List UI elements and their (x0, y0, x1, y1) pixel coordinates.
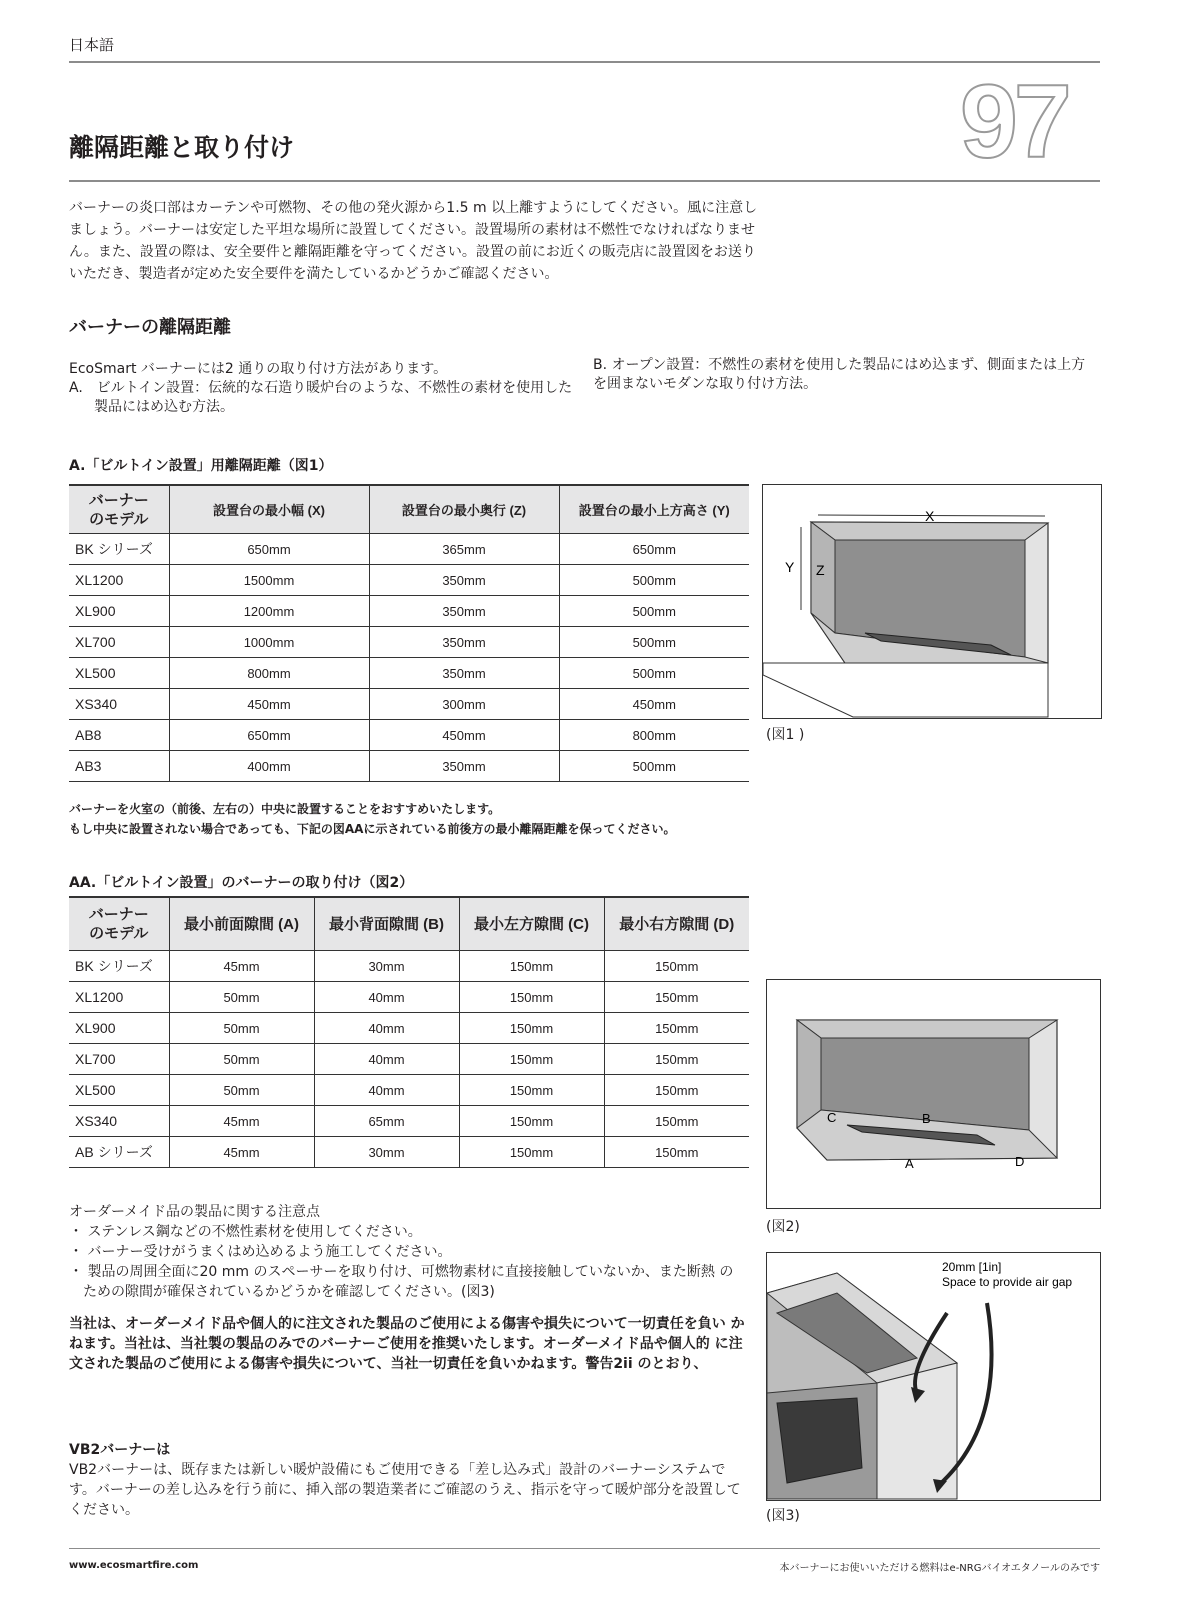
value-cell: 40mm (314, 1013, 459, 1044)
value-cell: 150mm (604, 1106, 749, 1137)
table2-caption: AA.「ビルトイン設置」のバーナーの取り付け（図2） (69, 875, 414, 891)
model-cell: XL700 (69, 627, 169, 658)
model-cell: XL1200 (69, 565, 169, 596)
custom-note-bullet: ・ ステンレス鋼などの不燃性素材を使用してください。 (69, 1224, 422, 1240)
centering-note-line: もし中央に設置されない場合であっても、下記の図AAに示されている前後方の最小離隔距離を保ってください。 (69, 822, 676, 836)
value-cell: 800mm (559, 720, 749, 751)
model-cell: XL500 (69, 658, 169, 689)
table-row (69, 1013, 749, 1044)
figure-1-illustration (762, 484, 1102, 719)
value-cell: 350mm (369, 627, 559, 658)
installation-methods-intro: EcoSmart バーナーには2 通りの取り付け方法があります。 (69, 361, 448, 377)
value-cell: 50mm (169, 1044, 314, 1075)
value-cell: 150mm (459, 1044, 604, 1075)
value-cell: 30mm (314, 951, 459, 982)
page-title: 離隔距離と取り付け (69, 133, 295, 162)
table-row (69, 658, 749, 689)
section-heading-burner-clearance: バーナーの離隔距離 (69, 317, 231, 338)
table-header-cell: バーナーのモデル (69, 897, 169, 951)
table-row (69, 1075, 749, 1106)
table-row (69, 720, 749, 751)
dimension-y-label: Y (785, 559, 795, 575)
value-cell: 150mm (459, 1075, 604, 1106)
value-cell: 1000mm (169, 627, 369, 658)
dimension-x-label: X (925, 508, 935, 524)
custom-note-bullet: ・ 製品の周囲全面に20 mm のスペーサーを取り付け、可燃物素材に直接接触していないか、また断熱 の ための隙間が確保されているかどうかを確認してください。(図3) (69, 1264, 734, 1300)
value-cell: 150mm (604, 982, 749, 1013)
model-cell: XS340 (69, 689, 169, 720)
value-cell: 450mm (169, 689, 369, 720)
intro-paragraph: バーナーの炎口部はカーテンや可燃物、その他の発火源から1.5 m 以上離すようにしてください。風に注意しましょう。バーナーは安定した平坦な場所に設置してください。設置場所の素材は不燃性でなければなりません。また、設置の際は、安全要件と離隔距離を守ってください。設置の前にお近くの販売店に設置図をお送りいただき、製造者が定めた安全要件を満たしているかどうかご確認ください。 (69, 200, 758, 282)
value-cell: 150mm (604, 1044, 749, 1075)
figure-3-illustration (766, 1252, 1101, 1501)
table-row (69, 627, 749, 658)
model-cell: AB8 (69, 720, 169, 751)
value-cell: 365mm (369, 534, 559, 565)
custom-product-notes (69, 1202, 749, 1302)
value-cell: 150mm (459, 982, 604, 1013)
model-cell: XS340 (69, 1106, 169, 1137)
method-a-text: A. ビルトイン設置：伝統的な石造り暖炉台のような、不燃性の素材を使用した製品にはめ込む方法。 (69, 380, 573, 415)
title-divider (69, 180, 1100, 182)
figure-1-drawing (763, 485, 1101, 718)
model-cell: XL500 (69, 1075, 169, 1106)
footer-divider (69, 1548, 1100, 1549)
table-header-cell: 最小前面隙間 (A) (169, 897, 314, 951)
value-cell: 800mm (169, 658, 369, 689)
value-cell: 150mm (459, 1137, 604, 1168)
figure-3-drawing (767, 1253, 1100, 1500)
value-cell: 1500mm (169, 565, 369, 596)
footer-fuel-note: 本バーナーにお使いいただける燃料はe-NRGバイオエタノールのみです (779, 1563, 1100, 1574)
clearance-table-builtin (69, 484, 749, 782)
value-cell: 150mm (604, 1013, 749, 1044)
dimension-z-label: Z (816, 562, 825, 578)
value-cell: 45mm (169, 1106, 314, 1137)
clearance-d-label: D (1015, 1154, 1025, 1169)
liability-warning: 当社は、オーダーメイド品や個人的に注文された製品のご使用による傷害や損失について一切責任を負い かねます。当社は、当社製の製品のみでのバーナーご使用を推奨いたします。オーダーメイド品や個人的 に注文された製品のご使用による傷害や損失について、当社一切責任を負いかねます。警告2ii のとおり、 (69, 1316, 745, 1372)
value-cell: 150mm (459, 1106, 604, 1137)
figure-1-caption: (図1 ) (766, 727, 805, 743)
table-row (69, 1044, 749, 1075)
clearance-b-label: B (922, 1111, 931, 1126)
value-cell: 40mm (314, 982, 459, 1013)
value-cell: 500mm (559, 627, 749, 658)
clearance-c-label: C (827, 1110, 837, 1125)
vb2-section (69, 1440, 749, 1520)
table-header-row (69, 897, 749, 951)
value-cell: 650mm (559, 534, 749, 565)
value-cell: 30mm (314, 1137, 459, 1168)
value-cell: 150mm (459, 1013, 604, 1044)
table-header-cell: 最小右方隙間 (D) (604, 897, 749, 951)
table-row (69, 951, 749, 982)
footer-url: www.ecosmartfire.com (69, 1560, 199, 1571)
model-cell: XL900 (69, 1013, 169, 1044)
value-cell: 350mm (369, 596, 559, 627)
table-header-cell: 最小背面隙間 (B) (314, 897, 459, 951)
table-row (69, 1106, 749, 1137)
value-cell: 350mm (369, 565, 559, 596)
table-row (69, 751, 749, 782)
value-cell: 500mm (559, 751, 749, 782)
value-cell: 500mm (559, 565, 749, 596)
table-row (69, 596, 749, 627)
table-row (69, 1137, 749, 1168)
value-cell: 350mm (369, 658, 559, 689)
value-cell: 650mm (169, 720, 369, 751)
value-cell: 40mm (314, 1075, 459, 1106)
table-header-cell: 設置台の最小奥行 (Z) (369, 485, 559, 534)
model-cell: BK シリーズ (69, 951, 169, 982)
centering-note (69, 799, 675, 839)
value-cell: 150mm (604, 951, 749, 982)
installation-methods-column-a (69, 360, 574, 417)
value-cell: 450mm (369, 720, 559, 751)
figure-2-illustration (766, 979, 1101, 1209)
model-cell: AB シリーズ (69, 1137, 169, 1168)
value-cell: 45mm (169, 1137, 314, 1168)
table-row (69, 689, 749, 720)
page-number: 97 (960, 64, 1068, 180)
figure-2-drawing (767, 980, 1100, 1208)
value-cell: 500mm (559, 596, 749, 627)
model-cell: XL900 (69, 596, 169, 627)
value-cell: 50mm (169, 1075, 314, 1106)
figure-2-caption: (図2) (766, 1219, 800, 1235)
table-header-cell: 設置台の最小上方高さ (Y) (559, 485, 749, 534)
table-header-row (69, 485, 749, 534)
method-b-text: B. オープン設置：不燃性の素材を使用した製品にはめ込まず、側面または上方を囲まないモダンな取り付け方法。 (593, 357, 1086, 392)
header-divider (69, 61, 1100, 63)
custom-note-bullet: ・ バーナー受けがうまくはめ込めるよう施工してください。 (69, 1244, 452, 1260)
value-cell: 350mm (369, 751, 559, 782)
value-cell: 45mm (169, 951, 314, 982)
value-cell: 150mm (604, 1137, 749, 1168)
model-cell: BK シリーズ (69, 534, 169, 565)
model-cell: XL1200 (69, 982, 169, 1013)
value-cell: 40mm (314, 1044, 459, 1075)
value-cell: 150mm (459, 951, 604, 982)
value-cell: 1200mm (169, 596, 369, 627)
value-cell: 50mm (169, 1013, 314, 1044)
clearance-table-gaps (69, 896, 749, 1168)
air-gap-note-line2: Space to provide air gap (942, 1275, 1073, 1289)
model-cell: AB3 (69, 751, 169, 782)
model-cell: XL700 (69, 1044, 169, 1075)
value-cell: 450mm (559, 689, 749, 720)
vb2-heading: VB2バーナーは (69, 1442, 171, 1458)
value-cell: 65mm (314, 1106, 459, 1137)
table-header-cell: 設置台の最小幅 (X) (169, 485, 369, 534)
clearance-a-label: A (905, 1156, 914, 1171)
value-cell: 650mm (169, 534, 369, 565)
vb2-text: VB2バーナーは、既存または新しい暖炉設備にもご使用できる「差し込み式」設計のバーナーシステムです。バーナーの差し込みを行う前に、挿入部の製造業者にご確認のうえ、指示を守って暖炉部分を設置してください。 (69, 1462, 741, 1518)
table-row (69, 534, 749, 565)
air-gap-note-line1: 20mm [1in] (942, 1260, 1002, 1274)
table-row (69, 565, 749, 596)
figure-3-caption: (図3) (766, 1508, 800, 1524)
table-header-cell: 最小左方隙間 (C) (459, 897, 604, 951)
value-cell: 400mm (169, 751, 369, 782)
value-cell: 500mm (559, 658, 749, 689)
value-cell: 300mm (369, 689, 559, 720)
table1-caption: A.「ビルトイン設置」用離隔距離（図1） (69, 458, 333, 474)
table-row (69, 982, 749, 1013)
value-cell: 50mm (169, 982, 314, 1013)
centering-note-line: バーナーを火室の（前後、左右の）中央に設置することをおすすめいたします。 (69, 802, 501, 816)
language-label: 日本語 (69, 36, 115, 54)
table-header-cell: バーナーのモデル (69, 485, 169, 534)
value-cell: 150mm (604, 1075, 749, 1106)
custom-notes-heading: オーダーメイド品の製品に関する注意点 (69, 1204, 321, 1220)
